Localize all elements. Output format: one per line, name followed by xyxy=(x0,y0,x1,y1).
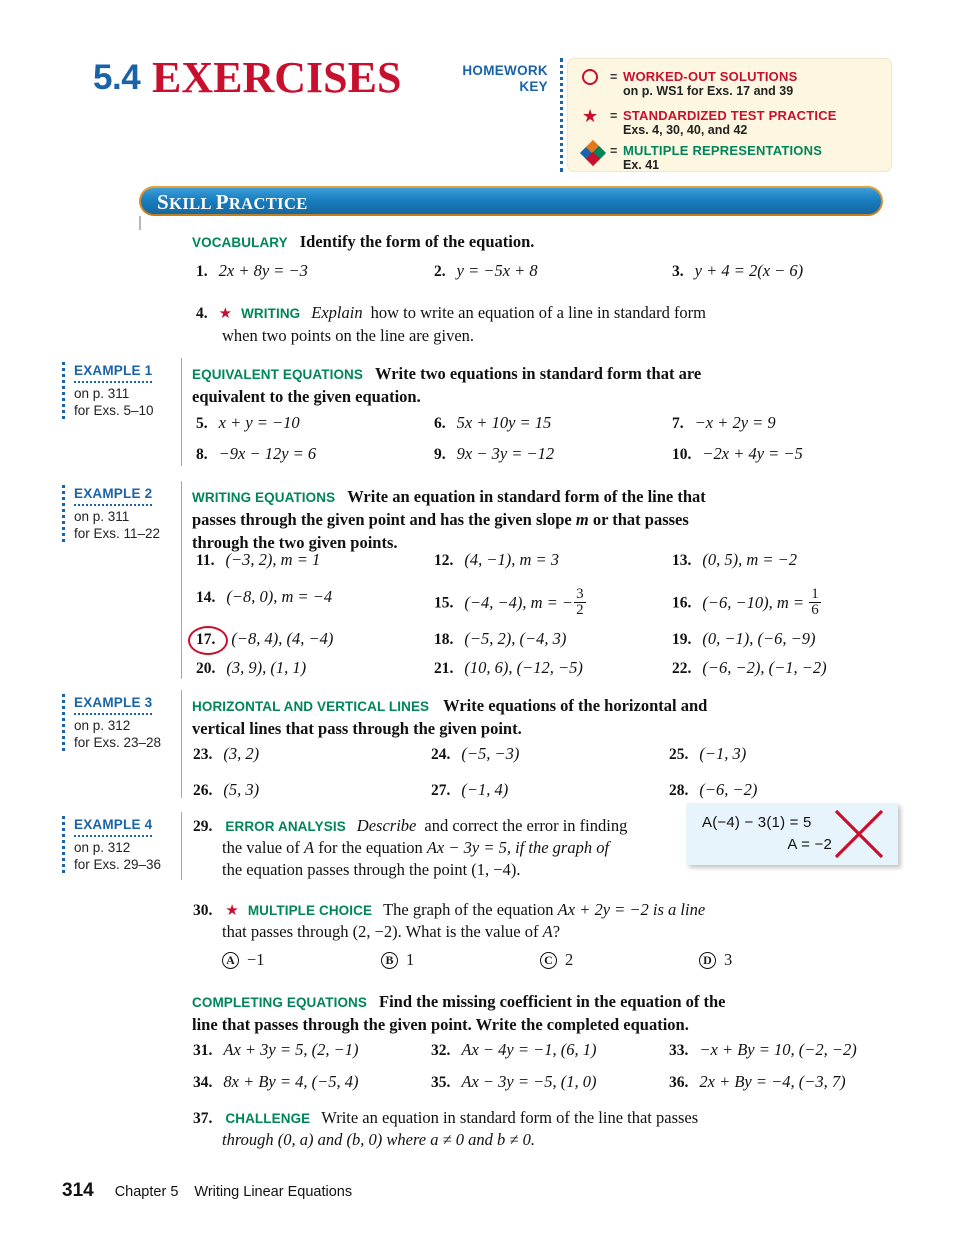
sidebar-example-1 xyxy=(62,362,180,419)
writing-italic: Explain xyxy=(311,303,363,322)
challenge-label: CHALLENGE xyxy=(225,1111,311,1126)
writing-label: WRITING xyxy=(241,306,301,321)
star-icon: ★ xyxy=(225,903,239,919)
exercise-number: 29. xyxy=(193,818,213,835)
exercise-text: y + 4 = 2(x − 6) xyxy=(694,261,804,280)
vocabulary-direction: Identify the form of the equation. xyxy=(299,232,535,251)
column-rule xyxy=(181,690,182,798)
exercise-item xyxy=(434,413,551,433)
column-rule xyxy=(181,358,182,466)
exercise-number: 27. xyxy=(431,782,451,799)
example-exercises: for Exs. 5–10 xyxy=(74,402,154,418)
vocabulary-section xyxy=(192,232,534,252)
exercise-text: (3, 2) xyxy=(223,744,260,763)
example-page: on p. 312 xyxy=(74,840,131,855)
exercise-item xyxy=(434,587,587,619)
exercise-text: (5, 3) xyxy=(223,780,260,799)
exercise-number: 21. xyxy=(434,660,454,677)
exercise-item xyxy=(434,658,583,678)
homework-key-box xyxy=(567,58,892,172)
direction-line2: passes through the given point and has the given slope m or that passes xyxy=(192,510,689,529)
exercise-text: −x + By = 10, (−2, −2) xyxy=(699,1040,857,1059)
homework-key-divider xyxy=(560,58,563,172)
open-circle-icon xyxy=(582,69,606,89)
mc-line2: that passes through (2, −2). What is the value of A? xyxy=(222,922,561,941)
writing-exercise xyxy=(196,303,886,346)
exercise-number: 12. xyxy=(434,552,454,569)
exercise-item xyxy=(434,444,554,464)
exercise-number: 35. xyxy=(431,1074,451,1091)
multi-diamond-icon xyxy=(582,143,606,163)
mc-option-a[interactable] xyxy=(222,950,265,970)
page-header xyxy=(0,0,979,180)
exercise-text: (−1, 3) xyxy=(699,744,747,763)
exercise-number: 1. xyxy=(196,263,208,280)
exercise-text: 5x + 10y = 15 xyxy=(456,413,552,432)
challenge-line2: through (0, a) and (b, 0) where a ≠ 0 and b ≠ 0. xyxy=(222,1130,535,1149)
writing-equations-headline: WRITING EQUATIONS xyxy=(192,490,336,505)
error-analysis-italic: Describe xyxy=(356,816,417,835)
exercise-item xyxy=(431,1072,597,1092)
exercise-number: 10. xyxy=(672,446,692,463)
exercise-item xyxy=(434,261,538,281)
exercise-text: (4, −1), m = 3 xyxy=(464,550,560,569)
red-x-icon xyxy=(830,805,888,863)
multiple-choice-label: MULTIPLE CHOICE xyxy=(247,903,373,918)
exercise-number: 36. xyxy=(669,1074,689,1091)
skill-practice-banner xyxy=(139,186,883,216)
exercise-item xyxy=(672,658,827,678)
error-analysis-label: ERROR ANALYSIS xyxy=(225,819,346,834)
homework-key-label-line1: HOMEWORK xyxy=(462,63,548,78)
example-page: on p. 312 xyxy=(74,718,131,733)
exercise-number: 34. xyxy=(193,1074,213,1091)
exercise-item xyxy=(196,629,333,649)
exercise-number-circled: 17. xyxy=(196,631,216,648)
equals-sign: = xyxy=(610,109,618,123)
exercise-text: (−8, 0), m = −4 xyxy=(226,587,333,606)
equals-sign: = xyxy=(610,144,618,158)
sidebar-example-2 xyxy=(62,485,180,542)
exercise-item xyxy=(196,658,306,678)
column-rule xyxy=(181,812,182,880)
mc-value: 3 xyxy=(724,950,733,969)
exercise-text: Ax − 4y = −1, (6, 1) xyxy=(461,1040,597,1059)
exercise-text: (−6, −10), m = xyxy=(702,592,809,612)
error-box-line1: A(−4) − 3(1) = 5 xyxy=(702,814,812,831)
mc-line1a: The graph of the equation xyxy=(383,900,558,919)
horizontal-vertical-headline: HORIZONTAL AND VERTICAL LINES xyxy=(192,699,430,714)
example-exercises: for Exs. 29–36 xyxy=(74,856,162,872)
example-title: EXAMPLE 3 xyxy=(74,695,152,715)
direction-line1: Write equations of the horizontal and xyxy=(443,696,708,715)
exercise-number: 25. xyxy=(669,746,689,763)
key-title: WORKED-OUT SOLUTIONS xyxy=(623,69,798,84)
direction-line2: line that passes through the given point. Write the completed equation. xyxy=(192,1015,689,1034)
key-title: STANDARDIZED TEST PRACTICE xyxy=(623,108,837,123)
completing-equations-section xyxy=(192,992,892,1035)
exercise-text: 2x + 8y = −3 xyxy=(218,261,308,280)
exercise-item xyxy=(431,780,508,800)
horizontal-vertical-section xyxy=(192,696,892,739)
page-footer xyxy=(62,1180,352,1202)
banner-tail-rule xyxy=(139,216,141,230)
mc-bubble[interactable]: D xyxy=(699,952,716,969)
exercise-item xyxy=(672,629,816,649)
exercise-text: (−1, 4) xyxy=(461,780,509,799)
completing-equations-headline: COMPLETING EQUATIONS xyxy=(192,995,368,1010)
exercise-text: x + y = −10 xyxy=(218,413,300,432)
error-analysis-line3: the equation passes through the point (1, −4). xyxy=(222,860,521,879)
exercise-text: 2x + By = −4, (−3, 7) xyxy=(699,1072,846,1091)
exercise-item xyxy=(431,744,519,764)
exercise-item xyxy=(196,261,308,281)
writing-equations-section xyxy=(192,487,892,553)
error-box-line2: A = −2 xyxy=(787,836,832,853)
exercise-item xyxy=(669,1072,846,1092)
exercise-number: 7. xyxy=(672,415,684,432)
sidebar-example-4 xyxy=(62,816,180,873)
mc-line1i: Ax xyxy=(557,900,576,919)
vocabulary-headline: VOCABULARY xyxy=(192,235,288,250)
exercise-item xyxy=(669,780,757,800)
exercise-item xyxy=(196,444,316,464)
exercise-text: (−8, 4), (4, −4) xyxy=(231,629,334,648)
skill-practice-label: SKILL PRACTICE xyxy=(157,190,308,214)
challenge-exercise xyxy=(193,1108,893,1150)
exercise-item xyxy=(672,587,822,619)
exercise-item xyxy=(196,413,300,433)
mc-bubble[interactable]: A xyxy=(222,952,239,969)
exercise-item xyxy=(434,550,559,570)
exercise-item xyxy=(669,1040,857,1060)
example-title: EXAMPLE 1 xyxy=(74,363,152,383)
exercise-text: 9x − 3y = −12 xyxy=(456,444,555,463)
exercise-item xyxy=(431,1040,597,1060)
exercise-number: 9. xyxy=(434,446,446,463)
exercise-number: 33. xyxy=(669,1042,689,1059)
direction-line1: Find the missing coefficient in the equation of the xyxy=(379,992,726,1011)
exercise-text: Ax − 3y = −5, (1, 0) xyxy=(461,1072,597,1091)
error-analysis-box xyxy=(686,803,898,865)
key-subtitle: Exs. 4, 30, 40, and 42 xyxy=(623,123,748,137)
exercise-text: (−3, 2), m = 1 xyxy=(225,550,321,569)
star-icon: ★ xyxy=(218,306,233,322)
exercise-number: 5. xyxy=(196,415,208,432)
mc-value: 1 xyxy=(406,950,415,969)
error-analysis-line1: and correct the error in finding xyxy=(424,816,628,835)
exercise-number: 31. xyxy=(193,1042,213,1059)
exercise-text: y = −5x + 8 xyxy=(456,261,538,280)
exercise-item xyxy=(669,744,746,764)
exercise-number: 14. xyxy=(196,589,216,606)
exercise-text: (0, −1), (−6, −9) xyxy=(702,629,816,648)
mc-option-c[interactable] xyxy=(540,950,573,970)
exercise-number: 11. xyxy=(196,552,215,569)
homework-key-label-line2: KEY xyxy=(519,78,548,94)
section-number: 5.4 xyxy=(93,58,141,97)
exercise-number: 24. xyxy=(431,746,451,763)
key-subtitle: on p. WS1 for Exs. 17 and 39 xyxy=(623,84,794,98)
equivalent-equations-headline: EQUIVALENT EQUATIONS xyxy=(192,367,364,382)
exercise-number: 4. xyxy=(196,305,208,322)
exercise-number: 2. xyxy=(434,263,446,280)
exercise-text: (−5, 2), (−4, 3) xyxy=(464,629,567,648)
exercise-text: −x + 2y = 9 xyxy=(694,413,776,432)
column-rule xyxy=(181,481,182,679)
direction-line2: equivalent to the given equation. xyxy=(192,387,421,406)
homework-key-label xyxy=(418,63,548,94)
exercise-number: 13. xyxy=(672,552,692,569)
mc-option-b[interactable] xyxy=(381,950,414,970)
exercise-text: −2x + 4y = −5 xyxy=(702,444,803,463)
fraction: $\frac{1}{6}$ xyxy=(811,586,819,619)
exercise-item xyxy=(672,444,803,464)
exercise-item xyxy=(672,261,803,281)
exercise-item xyxy=(193,744,259,764)
exercise-number: 22. xyxy=(672,660,692,677)
exercise-item xyxy=(434,629,566,649)
exercise-item xyxy=(196,587,332,607)
key-subtitle: Ex. 41 xyxy=(623,158,660,172)
multiple-choice-exercise xyxy=(193,900,893,942)
exercise-number: 18. xyxy=(434,631,454,648)
exercise-text: (3, 9), (1, 1) xyxy=(226,658,307,677)
direction-line1: Write an equation in standard form of the line that xyxy=(347,487,706,506)
exercise-text: Ax + 3y = 5, (2, −1) xyxy=(223,1040,359,1059)
exercise-number: 15. xyxy=(434,594,454,612)
example-title: EXAMPLE 2 xyxy=(74,486,152,506)
page-number: 314 xyxy=(62,1180,94,1201)
exercise-item xyxy=(672,550,797,570)
challenge-line1: Write an equation in standard form of the line that passes xyxy=(321,1108,699,1127)
exercise-number: 30. xyxy=(193,902,213,919)
mc-option-d[interactable] xyxy=(699,950,732,970)
exercise-text: 8x + By = 4, (−5, 4) xyxy=(223,1072,359,1091)
fraction: $\frac{3}{2}$ xyxy=(576,586,584,619)
exercise-number: 3. xyxy=(672,263,684,280)
equivalent-equations-section xyxy=(192,364,882,407)
exercise-item xyxy=(196,550,320,570)
exercise-text: (0, 5), m = −2 xyxy=(702,550,798,569)
exercise-item xyxy=(672,413,776,433)
exercise-text: −9x − 12y = 6 xyxy=(218,444,317,463)
exercise-text: (−5, −3) xyxy=(461,744,520,763)
footer-chapter: Chapter 5 xyxy=(114,1184,179,1200)
exercise-item xyxy=(193,1040,359,1060)
exercise-number: 26. xyxy=(193,782,213,799)
direction-line2: vertical lines that pass through the given point. xyxy=(192,719,522,738)
exercise-number: 20. xyxy=(196,660,216,677)
error-analysis-exercise xyxy=(193,816,683,880)
exercise-number: 16. xyxy=(672,594,692,612)
exercise-number: 23. xyxy=(193,746,213,763)
example-title: EXAMPLE 4 xyxy=(74,817,152,837)
example-exercises: for Exs. 23–28 xyxy=(74,734,162,750)
exercise-text: (10, 6), (−12, −5) xyxy=(464,658,583,677)
exercise-number: 8. xyxy=(196,446,208,463)
direction-line1: Write two equations in standard form that are xyxy=(375,364,702,383)
sidebar-example-3 xyxy=(62,694,180,751)
exercise-number: 6. xyxy=(434,415,446,432)
mc-value: 2 xyxy=(565,950,574,969)
star-icon: ★ xyxy=(582,106,599,126)
mc-bubble[interactable]: C xyxy=(540,952,557,969)
example-page: on p. 311 xyxy=(74,386,130,401)
mc-bubble[interactable]: B xyxy=(381,952,398,969)
exercise-number: 19. xyxy=(672,631,692,648)
direction-line3: through the two given points. xyxy=(192,533,398,552)
page-title: EXERCISES xyxy=(152,53,402,102)
key-title: MULTIPLE REPRESENTATIONS xyxy=(623,143,823,158)
mc-line1b: + 2y = −2 is a line xyxy=(575,900,706,919)
example-exercises: for Exs. 11–22 xyxy=(74,525,161,541)
example-page: on p. 311 xyxy=(74,509,130,524)
exercise-number: 32. xyxy=(431,1042,451,1059)
exercise-number: 37. xyxy=(193,1110,213,1127)
writing-line2: when two points on the line are given. xyxy=(222,326,475,345)
exercise-text: (−6, −2) xyxy=(699,780,758,799)
footer-chapter-title: Writing Linear Equations xyxy=(194,1184,353,1200)
writing-line1: how to write an equation of a line in standard form xyxy=(370,303,707,322)
exercise-item xyxy=(193,780,259,800)
mc-value: −1 xyxy=(247,950,265,969)
exercise-item xyxy=(193,1072,359,1092)
exercise-number: 28. xyxy=(669,782,689,799)
exercise-text: (−6, −2), (−1, −2) xyxy=(702,658,827,677)
error-analysis-line2: the value of A for the equation Ax − 3y = 5, if the graph of xyxy=(222,838,610,857)
equals-sign: = xyxy=(610,70,618,84)
exercise-text: (−4, −4), m = − xyxy=(464,592,574,612)
